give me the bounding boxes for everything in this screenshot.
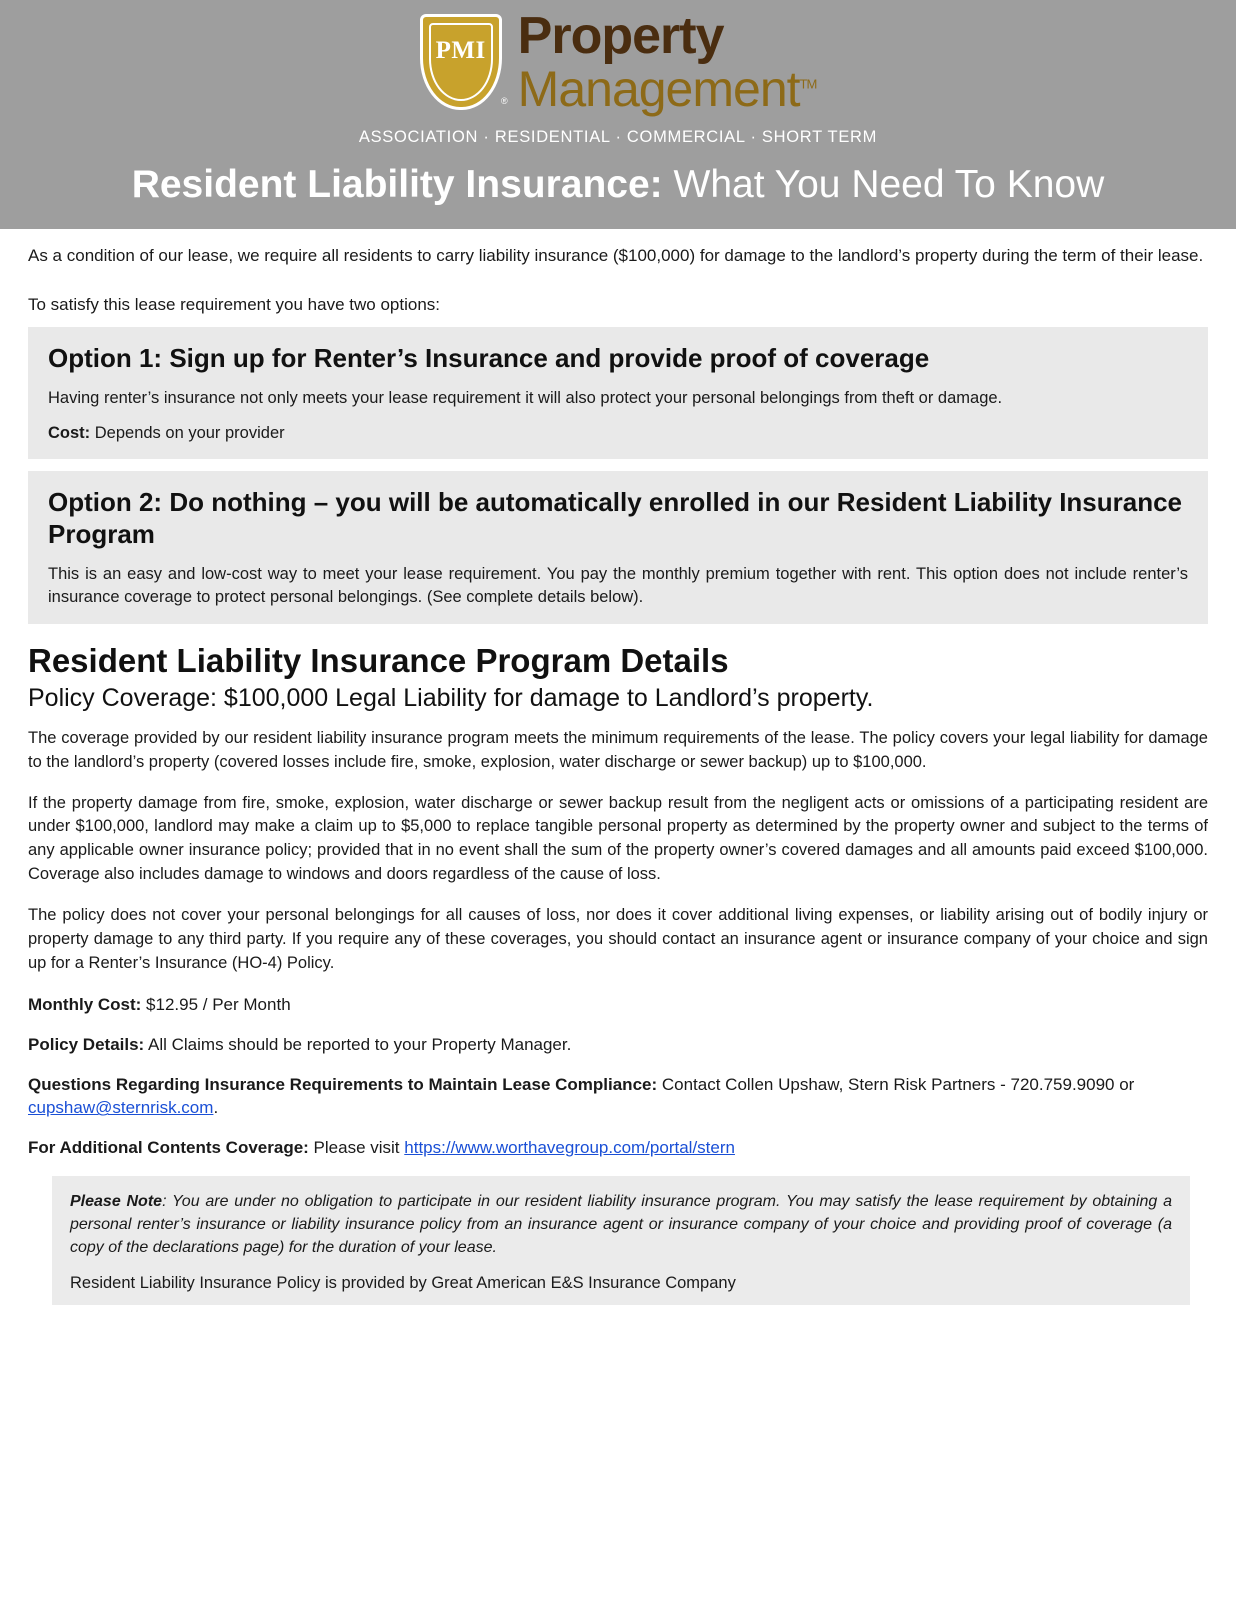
monthly-cost-label: Monthly Cost: bbox=[28, 995, 142, 1015]
details-paragraph-1: The coverage provided by our resident liability insurance program meets the minimum requirements of the lease. The policy covers your legal liability for damage to the landlord’s property (covered losses include fire, smoke, explosion, water discharge or sewer backup) up to $100,000. bbox=[28, 728, 1208, 771]
questions-contact bbox=[28, 1073, 1208, 1121]
monthly-cost-value: $12.95 / Per Month bbox=[141, 995, 291, 1015]
document-header bbox=[0, 0, 1236, 229]
questions-label: Questions Regarding Insurance Requirements to Maintain Lease Compliance: bbox=[28, 1074, 658, 1094]
pmi-shield-icon bbox=[420, 14, 508, 110]
document-body bbox=[0, 245, 1236, 1305]
details-paragraph-2: If the property damage from fire, smoke, explosion, water discharge or sewer backup result from the negligent acts or omissions of a participating resident are under $100,000, landlord may make a claim up to $5,000 to replace tangible personal property as determined by the property owner and subject to the terms of any applicable owner insurance policy; provided that in no event shall the sum of the property owner’s covered damages and all amounts paid exceed $100,000. Coverage also includes damage to windows and doors regardless of the cause of loss. bbox=[28, 793, 1208, 884]
brand-wordmark bbox=[517, 7, 817, 117]
registered-mark-icon: ® bbox=[501, 96, 508, 106]
option-1-heading: Option 1: Sign up for Renter’s Insurance and provide proof of coverage bbox=[48, 342, 930, 373]
details-paragraph-3: The policy does not cover your personal belongings for all causes of loss, nor does it cover additional living expenses, or liability arising out of bodily injury or property damage to any third party. If you require any of these coverages, you should contact an insurance agent or insurance company of your choice and sign up for a Renter’s Insurance (HO-4) Policy. bbox=[28, 906, 1208, 973]
wordmark-line1: Property bbox=[517, 7, 724, 65]
brand-tagline: ASSOCIATION · RESIDENTIAL · COMMERCIAL · SHORT TERM bbox=[358, 128, 878, 146]
please-note-body: : You are under no obligation to participate in our resident liability insurance program. You may satisfy the lease requirement by obtaining a personal renter’s insurance or liability insurance policy from an insurance agent or insurance company of your choice and providing proof of coverage (a copy of the declarations page) for the duration of your lease. bbox=[70, 1193, 1173, 1257]
page-title bbox=[0, 153, 1236, 229]
page-title-bold: Resident Liability Insurance: bbox=[131, 163, 663, 206]
logo bbox=[0, 0, 1236, 117]
contents-coverage-link[interactable]: https://www.worthavegroup.com/portal/stern bbox=[404, 1138, 735, 1158]
contents-value: Please visit bbox=[308, 1138, 405, 1158]
monthly-cost bbox=[28, 993, 1208, 1017]
policy-details bbox=[28, 1033, 1208, 1057]
contact-email-link[interactable]: cupshaw@sternrisk.com bbox=[28, 1098, 214, 1118]
contents-label: For Additional Contents Coverage: bbox=[28, 1138, 309, 1158]
policy-details-value: All Claims should be reported to your Property Manager. bbox=[144, 1034, 572, 1054]
please-note-label: Please Note bbox=[70, 1193, 163, 1210]
questions-period: . bbox=[213, 1098, 219, 1118]
option-1-cost-value: Depends on your provider bbox=[90, 424, 285, 443]
intro-paragraph-1: As a condition of our lease, we require all residents to carry liability insurance ($100,000) for damage to the landlord’s property during the term of their lease. bbox=[28, 246, 1204, 265]
wordmark-line2: Management™ bbox=[517, 61, 817, 117]
option-2-body: This is an easy and low-cost way to meet your lease requirement. You pay the monthly premium together with rent. This option does not include renter’s insurance coverage to protect personal belongings. (See complete details below). bbox=[48, 564, 1188, 607]
intro-paragraph-2: To satisfy this lease requirement you have two options: bbox=[28, 294, 440, 314]
page-title-light: What You Need To Know bbox=[673, 163, 1105, 206]
policy-coverage-line: Policy Coverage: $100,000 Legal Liability for damage to Landlord’s property. bbox=[28, 683, 874, 712]
shield-label: PMI bbox=[435, 37, 486, 64]
please-note-text bbox=[70, 1190, 1172, 1260]
policy-details-label: Policy Details: bbox=[28, 1034, 145, 1054]
option-1-box bbox=[28, 327, 1208, 460]
option-2-heading: Option 2: Do nothing – you will be automatically enrolled in our Resident Liability Insurance Program bbox=[48, 487, 1183, 550]
program-details-title: Resident Liability Insurance Program Details bbox=[28, 641, 729, 679]
questions-value: Contact Collen Upshaw, Stern Risk Partners - 720.759.9090 or bbox=[657, 1074, 1135, 1094]
please-note-box bbox=[52, 1176, 1190, 1305]
option-1-body: Having renter’s insurance not only meets your lease requirement it will also protect your personal belongings from theft or damage. bbox=[48, 388, 1003, 407]
option-1-cost bbox=[48, 422, 1188, 445]
policy-provider: Resident Liability Insurance Policy is provided by Great American E&S Insurance Company bbox=[70, 1273, 736, 1292]
trademark-mark: TM bbox=[799, 76, 817, 92]
option-2-box bbox=[28, 471, 1208, 623]
option-1-cost-label: Cost: bbox=[48, 424, 91, 443]
additional-contents-coverage bbox=[28, 1136, 1208, 1160]
